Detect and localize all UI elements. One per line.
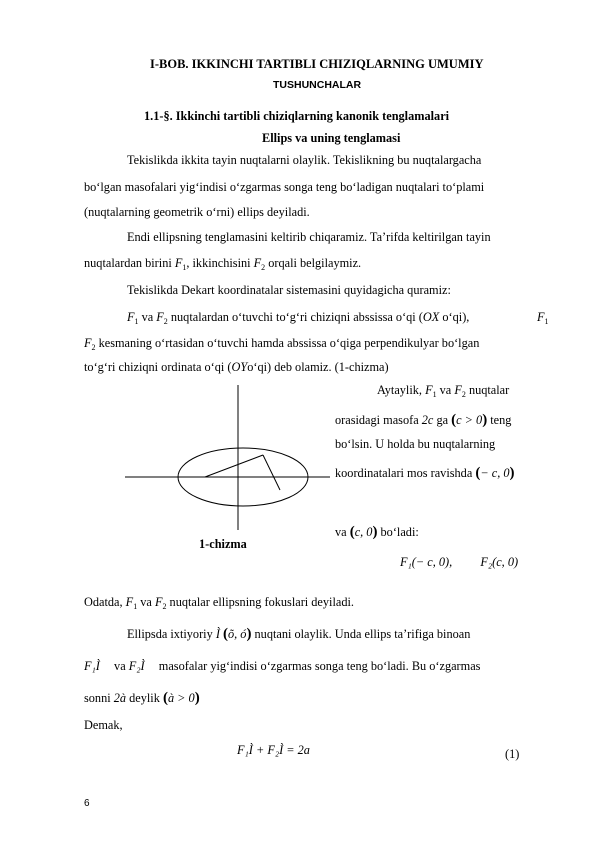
ellipse-equation: F₁Ì + F₂Ì = 2a xyxy=(237,743,310,757)
p6-text-l1a: Ellipsda ixtiyoriy xyxy=(127,627,213,641)
p2-line1: Endi ellipsning tenglamasini keltirib chiqaramiz. Ta’rifda keltirilgan tayin xyxy=(127,230,491,244)
p1-line1: Tekislikda ikkita tayin nuqtalarni olaylik. Tekislikning bu nuqtalargacha xyxy=(127,153,482,167)
p3-text-l4b: o‘qi) deb olamiz. (1-chizma) xyxy=(247,360,389,374)
p3-line3 xyxy=(84,336,479,352)
p6-line1 xyxy=(127,626,470,643)
p3-text-a: va xyxy=(141,310,154,324)
a-positive-condition: (à > 0) xyxy=(162,690,200,706)
p4-line4 xyxy=(335,465,515,482)
f2-symbol: $F_2$ xyxy=(253,256,266,272)
f1-symbol-margin: $F_1$ xyxy=(537,310,549,326)
p2-text-a: nuqtalardan birini xyxy=(84,256,172,270)
f2-symbol: $F_2$ xyxy=(156,310,168,326)
p4-text-l4: koordinatalari mos ravishda xyxy=(335,466,473,480)
figure-caption: 1-chizma xyxy=(199,537,247,551)
p3-line1: Tekislikda Dekart koordinatalar sistemasini quyidagicha quramiz: xyxy=(127,283,451,297)
p5-text-b: va xyxy=(140,595,152,609)
p5-text-a: Odatda, xyxy=(84,595,123,609)
focus-coordinates xyxy=(400,555,518,570)
p4-text-b: va xyxy=(439,383,452,397)
p6-line4: Demak, xyxy=(84,718,123,732)
oy-axis-symbol: OY xyxy=(231,360,248,374)
constant-2a: 2à xyxy=(113,691,127,705)
p6-text-l2b: masofalar yig‘indisi o‘zgarmas songa teng bo‘ladi. Bu o‘zgarmas xyxy=(158,659,481,673)
p2-text-b: , ikkinchisini xyxy=(186,256,251,270)
p4-line2 xyxy=(335,412,511,429)
ox-axis-symbol: OX xyxy=(422,310,440,324)
p4-line1 xyxy=(377,383,509,399)
p4-text-l2c: teng xyxy=(490,413,512,427)
distance-2c: 2c xyxy=(421,413,434,427)
focus2-coordinates: F₂(c, 0) xyxy=(480,555,519,569)
section-title: 1.1-§. Ikkinchi tartibli chiziqlarning kanonik tenglamalari xyxy=(144,109,450,123)
f1-symbol: $F_1$ xyxy=(127,310,139,326)
p1-line2: bo‘lgan masofalari yig‘indisi o‘zgarmas songa teng bo‘ladigan nuqtalari to‘plami xyxy=(84,180,485,194)
p6-line2 xyxy=(84,659,480,674)
p3-text-l3: kesmaning o‘rtasidan o‘tuvchi hamda abssissa o‘qiga perpendikulyar bo‘lgan xyxy=(98,336,480,350)
f1-symbol: $F_1$ xyxy=(425,383,437,399)
p6-line3 xyxy=(84,690,200,707)
p4-text-l2a: orasidagi masofa xyxy=(335,413,419,427)
f2-symbol: $F_2$ xyxy=(154,595,167,611)
p6-text-l3a: sonni xyxy=(84,691,111,705)
point-m-coords: (õ, ó) xyxy=(223,626,252,642)
p3-text-l4a: to‘g‘ri chiziqni ordinata o‘qi ( xyxy=(84,360,232,374)
point-m: Ì xyxy=(215,627,220,641)
f1-symbol: $F_1$ xyxy=(174,256,187,272)
p6-text-l3b: deylik xyxy=(129,691,160,705)
page-number: 6 xyxy=(84,798,90,809)
p6-text-l2a: va xyxy=(114,659,126,673)
f2m-distance: F₂Ì xyxy=(128,659,145,673)
equation-number: (1) xyxy=(505,747,520,761)
p3-text-c: o‘qi), xyxy=(442,310,470,324)
c-positive-condition: (c > 0) xyxy=(451,412,488,428)
p5-text-c: nuqtalar ellipsning fokuslari deyiladi. xyxy=(169,595,354,609)
p4-text-l2b: ga xyxy=(436,413,449,427)
focal-radius-1 xyxy=(205,455,263,477)
ellipse-figure xyxy=(125,375,365,545)
p3-text-b: nuqtalardan o‘tuvchi to‘g‘ri chiziqni abssissa o‘qi ( xyxy=(170,310,423,324)
f1m-distance: F₁Ì xyxy=(84,659,100,673)
f2-symbol: $F_2$ xyxy=(454,383,466,399)
p4-line5 xyxy=(335,524,419,541)
p3-line4 xyxy=(84,360,389,375)
p4-text-c: nuqtalar xyxy=(468,383,510,397)
p1-line3: (nuqtalarning geometrik o‘rni) ellips deyiladi. xyxy=(84,205,310,219)
f1-symbol: $F_1$ xyxy=(125,595,138,611)
focus1-coordinates: F₁(− c, 0), xyxy=(400,555,453,569)
p3-line2 xyxy=(127,310,469,326)
p4-text-l5a: va xyxy=(335,525,347,539)
coord-minus-c: (− c, 0) xyxy=(475,465,515,481)
p2-text-c: orqali belgilaymiz. xyxy=(268,256,362,270)
p4-text-l5b: bo‘ladi: xyxy=(380,525,419,539)
p6-text-l1b: nuqtani olaylik. Unda ellips ta’rifiga binoan xyxy=(254,627,471,641)
p4-line3: bo‘lsin. U holda bu nuqtalarning xyxy=(335,437,496,451)
p5-line1 xyxy=(84,595,354,611)
subsection-title: Ellips va uning tenglamasi xyxy=(262,131,401,145)
focal-radius-2 xyxy=(263,455,280,490)
chapter-title-continued: TUSHUNCHALAR xyxy=(273,79,362,91)
f2-symbol: $F_2$ xyxy=(84,336,96,352)
chapter-title: I-BOB. IKKINCHI TARTIBLI CHIZIQLARNING UMUMIY xyxy=(150,57,484,71)
p4-text-a: Aytaylik, xyxy=(377,383,422,397)
coord-c: (c, 0) xyxy=(349,524,378,540)
p2-line2 xyxy=(84,256,361,272)
